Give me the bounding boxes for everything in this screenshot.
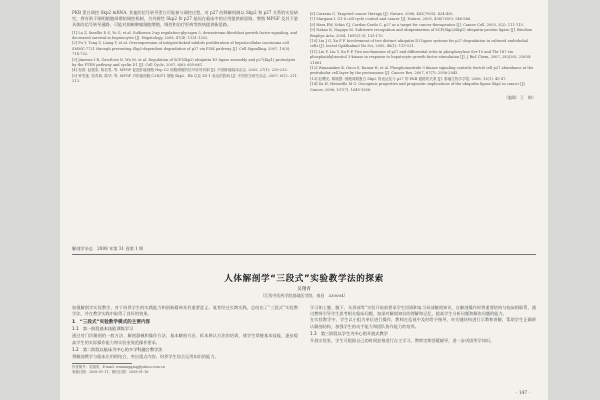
reference-item: [14] Da H, Hemwille M G. Oncogenic properties and prognostic implications of the ubiquitin ligase Skp2 in cancer [J]. Cancer, 2006, 107(7): 1649-1658. [310,82,526,92]
paper-page [60,0,548,400]
reference-item: [11] Liu F, Liu Y, Xu P P. Two mechanisms of p27 and differential roles in phosphorylase Ser-10 and Thr 187 via phosphatidylinositol 3-kinase in response to hepatocyte growth factor stimulation [J]. J Biol Chem, 2007, 282(30): 21654-21661. [310,49,532,65]
page-number: · 147 · [516,391,530,396]
body-paragraph: 通过对门诊解剖的一般方法、解剖器械和操作方法、基本解剖方法、标本辨认方法的培训，使学生掌握基本技能，逐步提高学生的实际操作能力和实验室规范操作要求。 [72,333,298,345]
reference-item: [3] Jimenez I R, Gavrilova N, Wu M, et al. Regulation of SCF(Skp2) ubiquitin E3 ligase assembly and p27(Kip1) proteolysis by the PTEN pathway and cyclin D1 [J]. Cell Cycle, 2007, 6(6): 655-661. [72,57,296,68]
body-paragraph: 学习如上腹、腹下、头颈部等“实验开始前要求学生回顾和复习局部解剖知识，在解剖操作时将重要结构与临床相联系，通过教师引导学生思考相关临床问题，加深对解剖知识的理解和记忆，提高学生分析问题和解决问题的能力。 [310,305,536,317]
article-author: 吴翔青 [297,287,311,292]
reference-item: [8] Hara EW, Schin CJ, Cordon-Cardo C. p27 as a target for cancer therapeutics [J]. Cancer Cell, 2003, 3(2): 111-115. [310,22,524,27]
top-right-column [310,10,536,101]
previous-article-conclusion: PKB 蛋白调控 Skp2 mRNA, 其他的信号转导蛋白可能参与调控过程。对 p27 的降解机制以 Skp2 和 p27 关系的实验研究，将有助于阐明细胞周期的调控机制，为外源性 Skp2 和 p27 基因在临床中的应用提供新思路。增殖 MPGF 及其下游具体的信号转导通路，可能对抑制肿瘤细胞增殖，调控和治疗肝病等疾病提供新思路。 [72,10,298,28]
section-heading: 1 “三段式”实验教学模式的主要内容 [72,320,151,326]
reference-item: [1] Lu Z, Smellie D S, Yu G, et al. Sulfurous 2-ap regulation-glycogen 5, downstream fibroblast growth factor signaling, and decreased survival in hepatocytes [J]. Hepatology, 2008, 47(4): 1331-1332. [72,30,298,41]
reference-item: [9] Nakao K, Nagaya M. Substrate recognition and ubiquitination of SCF(Skp2/Skp1) ubiquitin-protein ligase [J]. Biochim Biophys Acta, 2004, 1695(1-3): 133-170. [310,28,532,38]
body-paragraph: 在实验教学中，学生以小组为单位进行操作，教师在巡视中及时给予指导，对关键结构进行示教和讲解，帮助学生正确辨认解剖结构，加强学生的动手能力和团队协作能力的培养。 [310,317,536,329]
reference-item: [13] 赵曙光, 陈刚慧. 细胞周期蛋白 Skp2 的表达及与 p27 的 PKB 通路的关系 [J]. 肿瘤生物学学报, 2006, 13(1): 45-47. [310,76,507,81]
top-left-column [72,10,298,85]
body-paragraph: 开放实验室，学生可根据自己的时间安排进行自主学习，教师定期答疑辅导，进一步巩固所学知识。 [310,337,495,343]
reference-list-left [72,31,298,85]
reference-list-right [310,12,536,93]
journal-header [72,246,536,255]
editor-mark: （编辑：王 梅） [504,95,536,101]
article-intro-paragraph: 加强解剖学实验教学，对于培养学生的实践能力和创新精神具有重要意义。笔者经过长期实践，总结出了“三段式”实验教学法，并在教学实践中取得了良好的效果。 [72,305,298,317]
reference-item: [6] Carrano C. Targeted cancer therapy [J]. Nature, 2006, 441(7095): 424-430. [310,12,454,16]
reference-item: [12] Wanamaker K, Oncu S, Kumar R, et al. Phosphoinositide-3 kinase signaling controls Sertoli cell p27 abundance at the peritubular cell layer by the proteasome [J]. Cancer Res, 2007, 67(7): 2936-2945. [310,66,534,76]
reference-item: [5] 钟雪莲, 张青林, 陈华, 等. MPGF 对肝癌细胞 C3H/T1 细胞 Skp2、Rb 以及 ZS-1 表达的影响 [J]. 中国医学研究杂志, 2007, 6(1): 211-213. [72,73,298,84]
footnote-rule [72,363,132,364]
reference-item: [7] Margaux I. G1-S cell cycle control and cancer [J]. Nature, 2005, 436(7050): 546-566. [310,17,472,22]
reference-item: [4] 倪群, 赵德泰, 陈若男, 等. MPGF 促进肝癌细胞 Hep G2 细胞增殖的信号转导机制 [J]. 中国肿瘤临床杂志, 2005, 27(1): 229-233. [72,68,288,73]
subsection-heading: 1.1 第一阶段基本技能训练学习 [72,326,134,332]
reference-item: [10] Liu J G, Xu F P. Involvement of two distinct ubiquitin E3 ligase systems for p27 degradation in cultured endothelial cells [J]. Invest Ophthalmol Vis Sci, 2005, 46(1): 115-121. [310,39,528,49]
article-title: 人体解剖学“三段式”实验教学法的探索 [224,274,384,284]
body-paragraph: 将解剖教学与临床应用相结合，突出重点内容，培养学生综合运用知识的能力。 [72,353,219,359]
subsection-heading: 1.2 第二阶段以临床为中心的多学科融合教学法 [72,346,163,352]
article-left-column [72,305,298,374]
article-right-column [310,305,536,344]
reference-item: [2] Fu Y, Tong Z, Liang Y, et al. Overexpression of integrin-linked inhibits proliferation of hepatocellular carcinoma cell SMMC-7721 through preventing Skp2-dependent degradation of p27 via PI3K pathway [J]. Cell Signalling, 2007, 19(5): 714-732. [72,41,291,57]
subsection-heading: 1.3 第三阶段以学生为中心的开放式教学 [310,330,388,336]
author-footnote: 作者简介：吴翔青，E-mail: wuxiangqing@yahoo.com.cn 收稿日期：2008-01-11；修回日期：2008-01-16 [72,365,165,374]
divider-rule [72,254,536,255]
article-affiliation: （江西中医药学院基础医学院，南昌 330004） [260,293,348,298]
journal-issue-line: 解剖学杂志 2008 年第 31 卷第 1 期 [72,246,144,251]
